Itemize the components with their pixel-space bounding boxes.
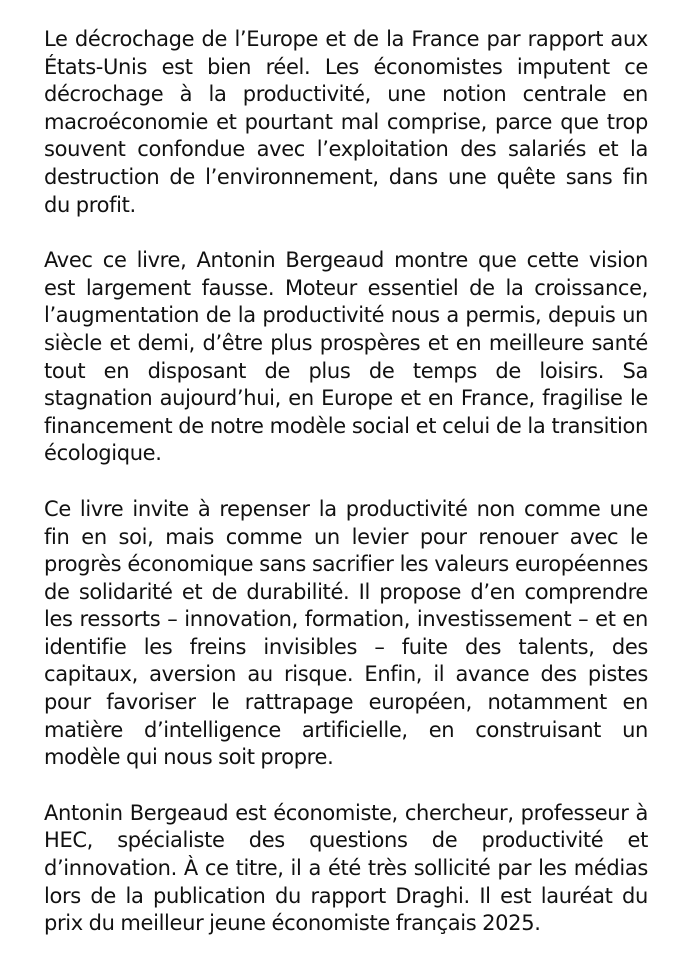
paragraph-proposal: Ce livre invite à repenser la productivité non comme une fin en soi, mais comme un levier pour renouer avec le progrès économique sans sacrifier les valeurs européennes de solidarité et de durabilité. Il propose d’en comprendre les ressorts – innovation, formation, investissement – et en identifie les freins invisibles – fuite des talents, des capitaux, aversion au risque. Enfin, il avance des pistes pour favoriser le rattrapage européen, notamment en matière d’intelligence artificielle, en construisant un modèle qui nous soit propre. bbox=[44, 496, 648, 770]
paragraph-thesis: Avec ce livre, Antonin Bergeaud montre que cette vision est largement fausse. Moteur essentiel de la croissance, l’augmentation de la productivité nous a permis, depuis un siècle et demi, d’être plus prospères et en meilleure santé tout en disposant de plus de temps de loisirs. Sa stagnation aujourd’hui, en Europe et en France, fragilise le financement de notre modèle social et celui de la transition écologique. bbox=[44, 248, 648, 466]
back-cover-text bbox=[44, 26, 648, 938]
paragraph-intro: Le décrochage de l’Europe et de la France par rapport aux États-Unis est bien réel. Les économistes imputent ce décrochage à la productivité, une notion centrale en macroéconomie et pourtant mal comprise, parce que trop souvent confondue avec l’exploitation des salariés et la destruction de l’environnement, dans une quête sans fin du profit. bbox=[44, 27, 648, 217]
paragraph-author-bio: Antonin Bergeaud est économiste, chercheur, professeur à HEC, spécialiste des questions de productivité et d’innovation. À ce titre, il a été très sollicité par les médias lors de la publication du rapport Draghi. Il est lauréat du prix du meilleur jeune économiste français 2025. bbox=[44, 800, 648, 936]
